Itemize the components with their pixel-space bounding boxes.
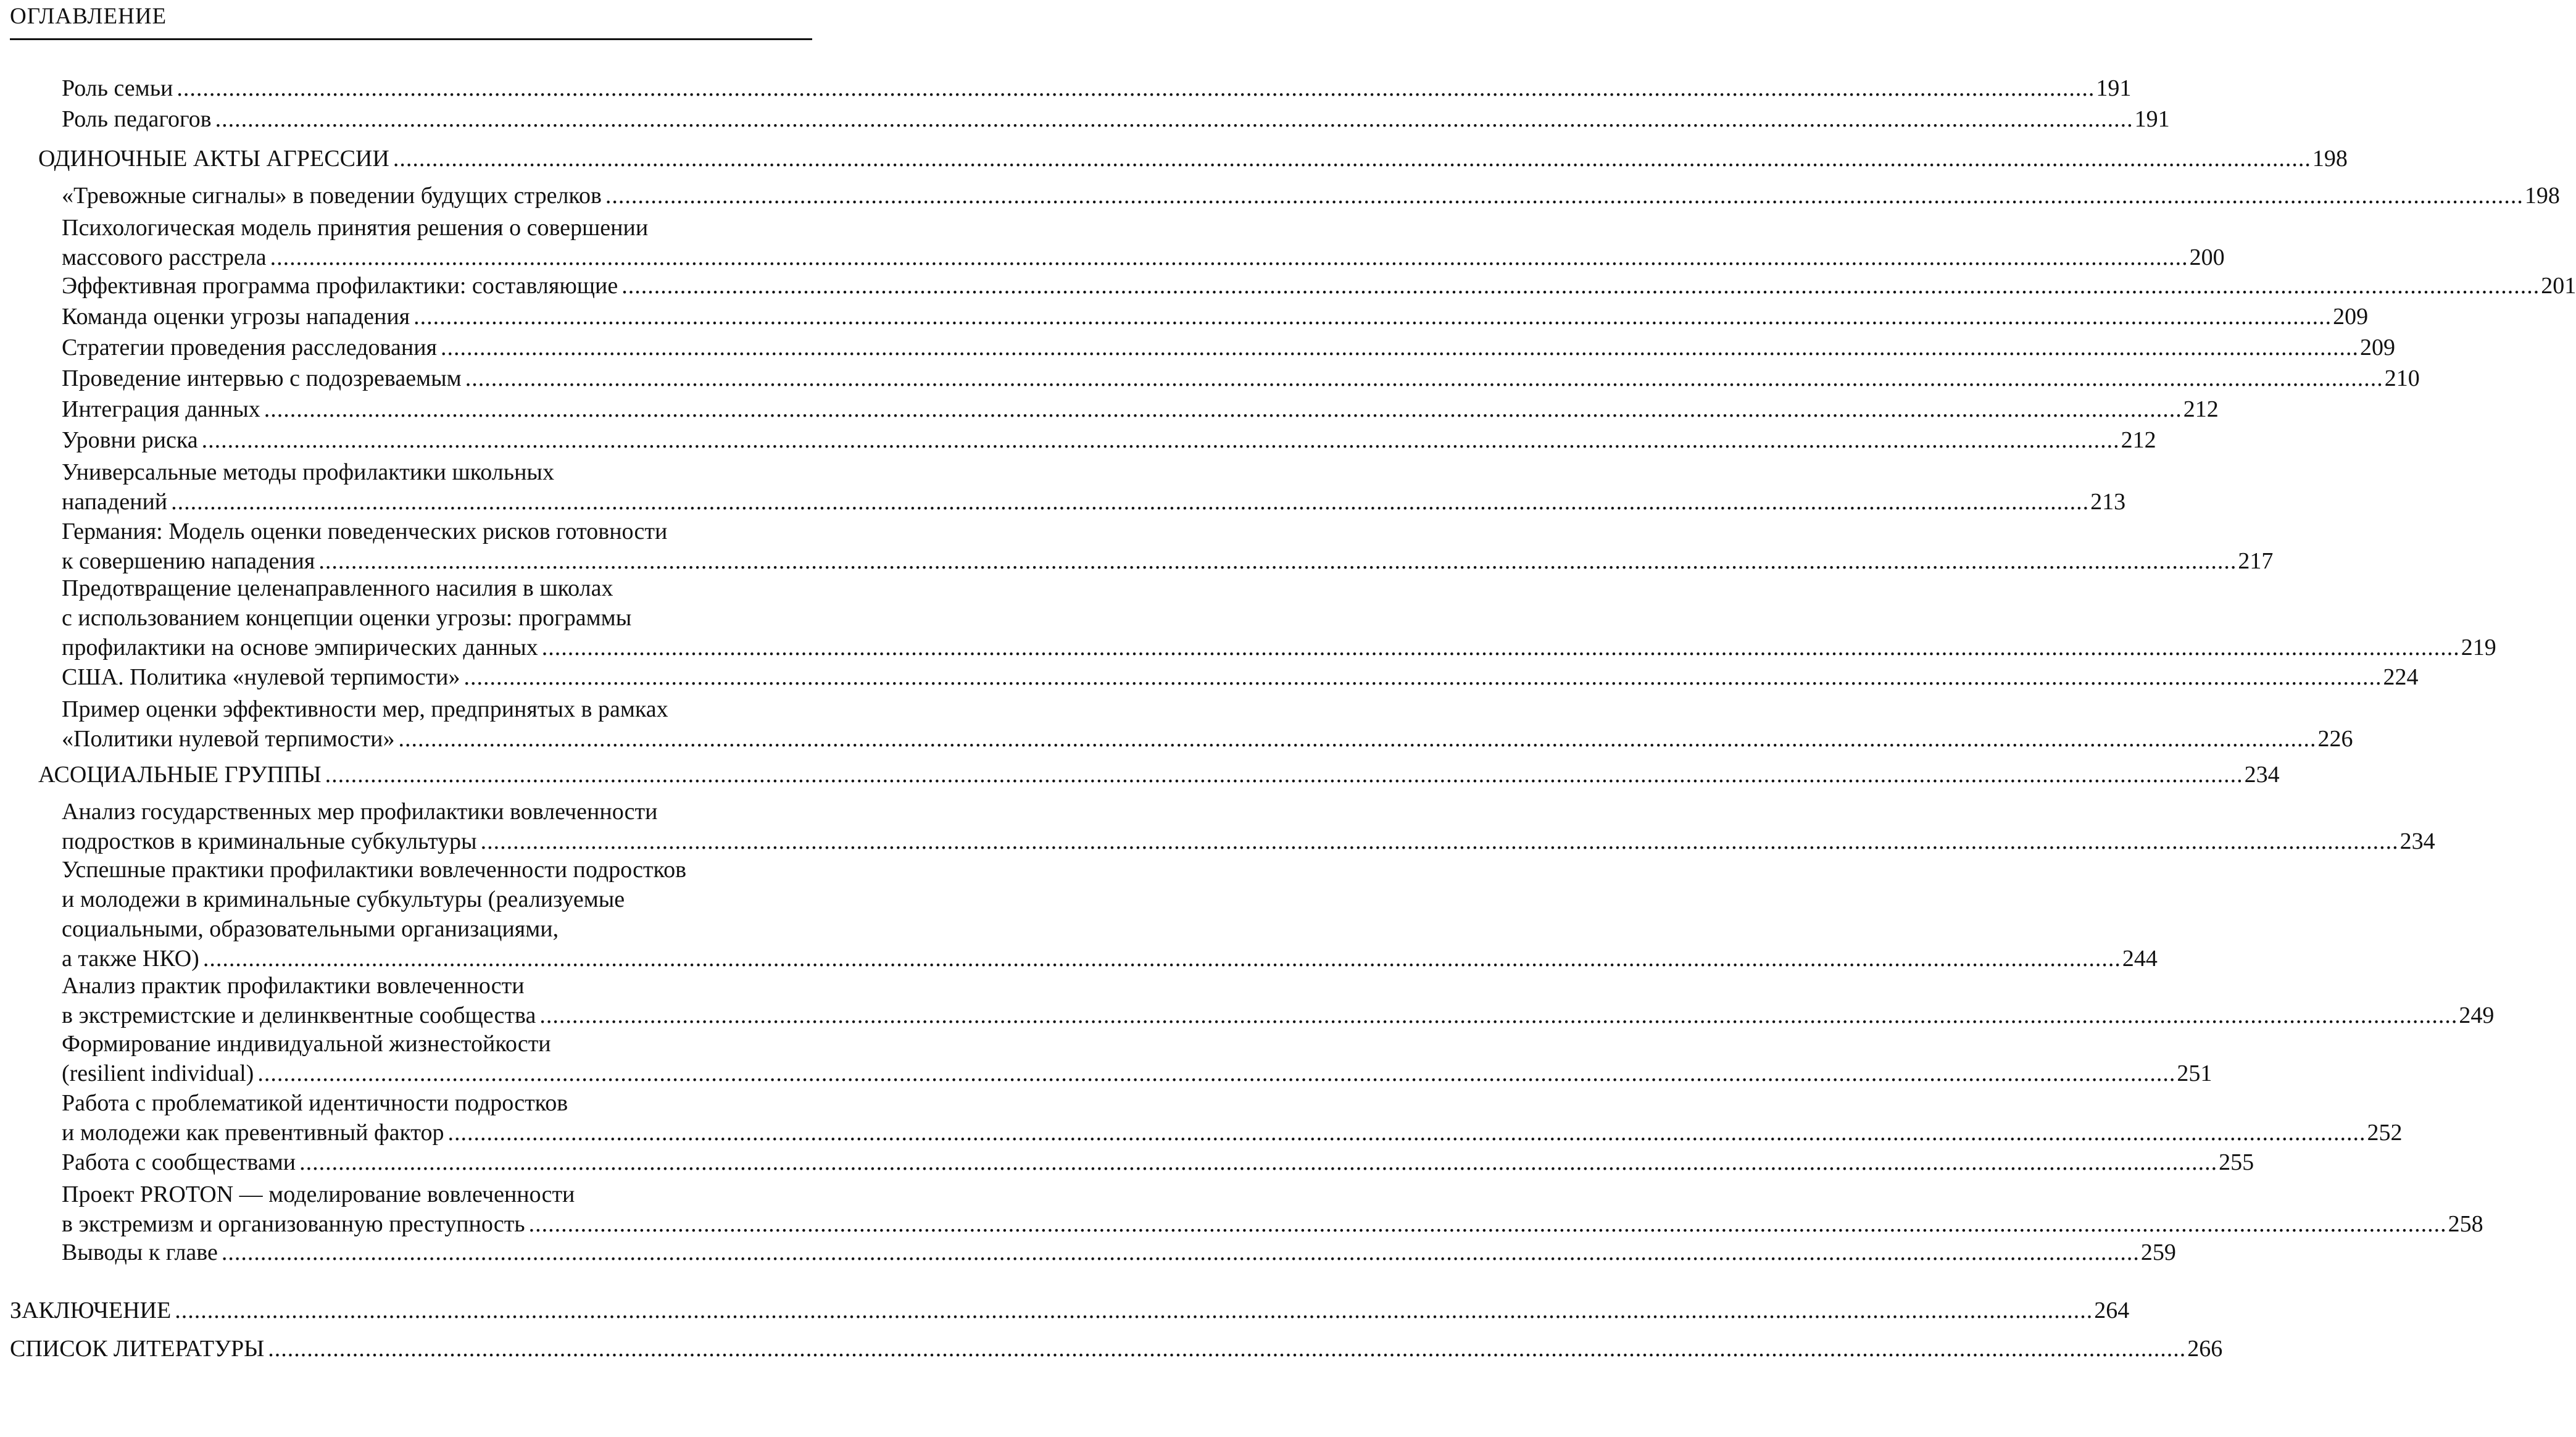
toc-entry-line	[62, 486, 2126, 517]
toc-entry-line	[62, 1179, 812, 1210]
toc-entry-line	[62, 425, 2156, 456]
toc-entry-title: к совершению нападения	[62, 548, 315, 574]
toc-subsection-entry	[62, 796, 2435, 857]
dot-leader	[605, 180, 2524, 211]
toc-entry-line	[62, 1147, 2254, 1178]
dot-leader	[465, 363, 2383, 394]
toc-subsection-entry	[62, 212, 2225, 273]
dot-leader	[203, 943, 2121, 974]
dot-leader	[393, 143, 2311, 174]
dot-leader	[299, 1147, 2217, 1178]
toc-subsection-entry	[62, 180, 2560, 211]
toc-subsection-entry	[62, 425, 2156, 456]
toc-page-number: 234	[2399, 828, 2435, 854]
toc-page-number: 217	[2238, 548, 2274, 574]
toc-page-number: 209	[2360, 335, 2396, 360]
toc-entry-title: Команда оценки угрозы нападения	[62, 304, 410, 330]
toc-entry-title: в экстремистские и делинквентные сообщества	[62, 1002, 536, 1028]
toc-entry-title: Проведение интервью с подозреваемым	[62, 365, 462, 391]
toc-subsection-entry	[62, 516, 2274, 577]
toc-page-number: 212	[2121, 427, 2156, 453]
toc-entry-line	[62, 914, 812, 944]
toc-page-number: 244	[2122, 946, 2158, 972]
toc-entry-title: АСОЦИАЛЬНЫЕ ГРУППЫ	[38, 762, 322, 788]
dot-leader	[539, 1000, 2458, 1031]
toc-page-number: 249	[2459, 1002, 2495, 1028]
toc-entry-title: Эффективная программа профилактики: составляющие	[62, 273, 618, 299]
toc-entry-line	[10, 1333, 2223, 1364]
toc-entry-title: Роль семьи	[62, 75, 173, 101]
toc-entry-line	[62, 1209, 2483, 1239]
toc-entry-line	[38, 143, 2348, 174]
toc-entry-line	[62, 1237, 2176, 1268]
toc-entry-line	[62, 662, 2419, 693]
toc-subsection-entry	[62, 270, 2576, 301]
dot-leader	[398, 723, 2316, 754]
toc-page-number: 258	[2448, 1211, 2483, 1237]
toc-subsection-entry	[62, 1237, 2176, 1268]
toc-entry-line	[62, 301, 2369, 332]
toc-entry-title: подростков в криминальные субкультуры	[62, 828, 477, 854]
dot-leader	[318, 546, 2237, 577]
toc-entry-line	[62, 884, 812, 915]
toc-entry-line	[62, 457, 812, 488]
toc-page-number: 191	[2134, 106, 2170, 132]
toc-entry-title: Предотвращение целенаправленного насилия в школах	[62, 575, 613, 601]
toc-subsection-entry	[62, 457, 2126, 517]
toc-subsection-entry	[62, 332, 2396, 363]
toc-entry-line	[62, 516, 812, 547]
dot-leader	[441, 332, 2359, 363]
dot-leader	[264, 394, 2182, 425]
toc-entry-title: «Тревожные сигналы» в поведении будущих стрелков	[62, 183, 602, 209]
toc-page-number: 255	[2219, 1149, 2254, 1175]
toc-entry-title: (resilient individual)	[62, 1060, 254, 1086]
toc-subsection-entry	[62, 1179, 2483, 1239]
toc-page-number: 210	[2384, 365, 2420, 391]
dot-leader	[257, 1058, 2175, 1089]
toc-page-number: 224	[2383, 664, 2419, 690]
toc-page-number: 201	[2541, 273, 2576, 299]
toc-subsection-entry	[62, 1147, 2254, 1178]
toc-page-number: 212	[2183, 396, 2219, 422]
toc-entry-title: ОДИНОЧНЫЕ АКТЫ АГРЕССИИ	[38, 146, 389, 172]
toc-entry-line	[62, 796, 812, 827]
toc-entry-line	[62, 1058, 2212, 1089]
toc-entry-title: Роль педагогов	[62, 106, 212, 132]
toc-entry-title: а также НКО)	[62, 946, 199, 972]
toc-entry-title: Универсальные методы профилактики школьных	[62, 459, 554, 485]
toc-entry-title: Выводы к главе	[62, 1239, 218, 1265]
toc-entry-title: Германия: Модель оценки поведенческих рисков готовности	[62, 519, 668, 544]
toc-subsection-entry	[62, 694, 2353, 754]
toc-subsection-entry	[62, 363, 2420, 394]
toc-entry-line	[62, 854, 812, 885]
toc-page-number: 213	[2090, 489, 2126, 515]
toc-entry-line	[62, 943, 2158, 974]
toc-entry-line	[62, 602, 812, 633]
dot-leader	[529, 1209, 2447, 1239]
dot-leader	[270, 242, 2188, 273]
toc-section-entry	[38, 759, 2280, 790]
dot-leader	[448, 1117, 2366, 1148]
toc-subsection-entry	[62, 970, 2495, 1031]
toc-subsection-entry	[62, 104, 2170, 135]
dot-leader	[177, 73, 2095, 104]
toc-page-number: 251	[2177, 1060, 2212, 1086]
toc-entry-line	[62, 970, 812, 1001]
toc-entry-title: в экстремизм и организованную преступность	[62, 1211, 525, 1237]
toc-entry-line	[62, 242, 2225, 273]
dot-leader	[464, 662, 2382, 693]
toc-entry-title: СПИСОК ЛИТЕРАТУРЫ	[10, 1336, 265, 1362]
dot-leader	[325, 759, 2243, 790]
toc-entry-title: Интеграция данных	[62, 396, 260, 422]
toc-page-number: 198	[2524, 183, 2560, 209]
toc-subsection-entry	[62, 573, 2496, 663]
toc-entry-line	[62, 73, 2132, 104]
dot-leader	[268, 1333, 2186, 1364]
toc-entry-title: и молодежи как превентивный фактор	[62, 1120, 444, 1146]
toc-page-number: 234	[2244, 762, 2280, 788]
toc-subsection-entry	[62, 301, 2369, 332]
toc-subsection-entry	[62, 854, 2158, 974]
toc-entry-line	[62, 1088, 812, 1118]
toc-entry-line	[10, 1295, 2130, 1326]
dot-leader	[202, 425, 2120, 456]
toc-entry-line	[38, 759, 2280, 790]
toc-entry-line	[62, 1117, 2403, 1148]
toc-entry-line	[62, 1028, 812, 1059]
toc-entry-title: ЗАКЛЮЧЕНИЕ	[10, 1297, 172, 1323]
toc-entry-title: Психологическая модель принятия решения о совершении	[62, 215, 649, 241]
toc-entry-title: Работа с сообществами	[62, 1149, 296, 1175]
toc-page-number: 191	[2096, 75, 2132, 101]
toc-subsection-entry	[62, 1028, 2212, 1089]
toc-entry-line	[62, 332, 2396, 363]
dot-leader	[175, 1295, 2093, 1326]
toc-entry-title: и молодежи в криминальные субкультуры (реализуемые	[62, 886, 625, 912]
toc-chapter-entry	[10, 1295, 2130, 1326]
toc-entry-line	[62, 723, 2353, 754]
toc-page-number: 266	[2187, 1336, 2223, 1362]
toc-page-number: 226	[2317, 726, 2353, 752]
toc-page-number: 264	[2094, 1297, 2130, 1323]
toc-subsection-entry	[62, 662, 2419, 693]
dot-leader	[621, 270, 2540, 301]
toc-entry-title: социальными, образовательными организациями,	[62, 916, 559, 942]
toc-entry-line	[62, 1000, 2495, 1031]
toc-page-number: 209	[2333, 304, 2369, 330]
toc-entry-line	[62, 632, 2496, 663]
toc-entry-title: Пример оценки эффективности мер, предпринятых в рамках	[62, 696, 668, 722]
dot-leader	[542, 632, 2460, 663]
dot-leader	[171, 486, 2089, 517]
toc-page-number: 219	[2461, 635, 2496, 660]
toc-entry-line	[62, 826, 2435, 857]
toc-entry-title: Успешные практики профилактики вовлеченности подростков	[62, 857, 687, 883]
toc-entry-line	[62, 573, 812, 604]
toc-entry-title: Работа с проблематикой идентичности подростков	[62, 1090, 568, 1116]
toc-entry-line	[62, 270, 2576, 301]
toc-page-number: 252	[2367, 1120, 2403, 1146]
toc-chapter-entry	[10, 1333, 2223, 1364]
toc-page-number: 200	[2189, 244, 2225, 270]
toc-entry-title: Анализ государственных мер профилактики вовлеченности	[62, 799, 658, 825]
toc-entry-line	[62, 104, 2170, 135]
dot-leader	[222, 1237, 2140, 1268]
toc-entry-title: США. Политика «нулевой терпимости»	[62, 664, 460, 690]
toc-entry-line	[62, 546, 2274, 577]
toc-entry-title: Уровни риска	[62, 427, 198, 453]
toc-page-number: 259	[2140, 1239, 2176, 1265]
toc-entry-line	[62, 694, 812, 725]
toc-entry-line	[62, 363, 2420, 394]
toc-entry-line	[62, 394, 2219, 425]
toc-entry-title: «Политики нулевой терпимости»	[62, 726, 395, 752]
toc-entry-title: массового расстрела	[62, 244, 267, 270]
dot-leader	[215, 104, 2134, 135]
dot-leader	[481, 826, 2399, 857]
toc-entry-line	[62, 212, 812, 243]
toc-subsection-entry	[62, 73, 2132, 104]
toc-entry-title: профилактики на основе эмпирических данных	[62, 635, 538, 660]
toc-subsection-entry	[62, 394, 2219, 425]
toc-entry-title: с использованием концепции оценки угрозы: программы	[62, 605, 632, 631]
toc-section-entry	[38, 143, 2348, 174]
toc-subsection-entry	[62, 1088, 2403, 1148]
toc-page-number: 198	[2312, 146, 2348, 172]
toc-entry-title: Формирование индивидуальной жизнестойкости	[62, 1031, 551, 1057]
toc-entry-line	[62, 180, 2560, 211]
toc-entry-title: Анализ практик профилактики вовлеченности	[62, 973, 525, 999]
dot-leader	[413, 301, 2332, 332]
toc-entry-title: Стратегии проведения расследования	[62, 335, 438, 360]
toc-entry-title: нападений	[62, 489, 168, 515]
running-head: ОГЛАВЛЕНИЕ	[10, 4, 167, 29]
toc-entry-title: Проект PROTON — моделирование вовлеченности	[62, 1181, 575, 1207]
